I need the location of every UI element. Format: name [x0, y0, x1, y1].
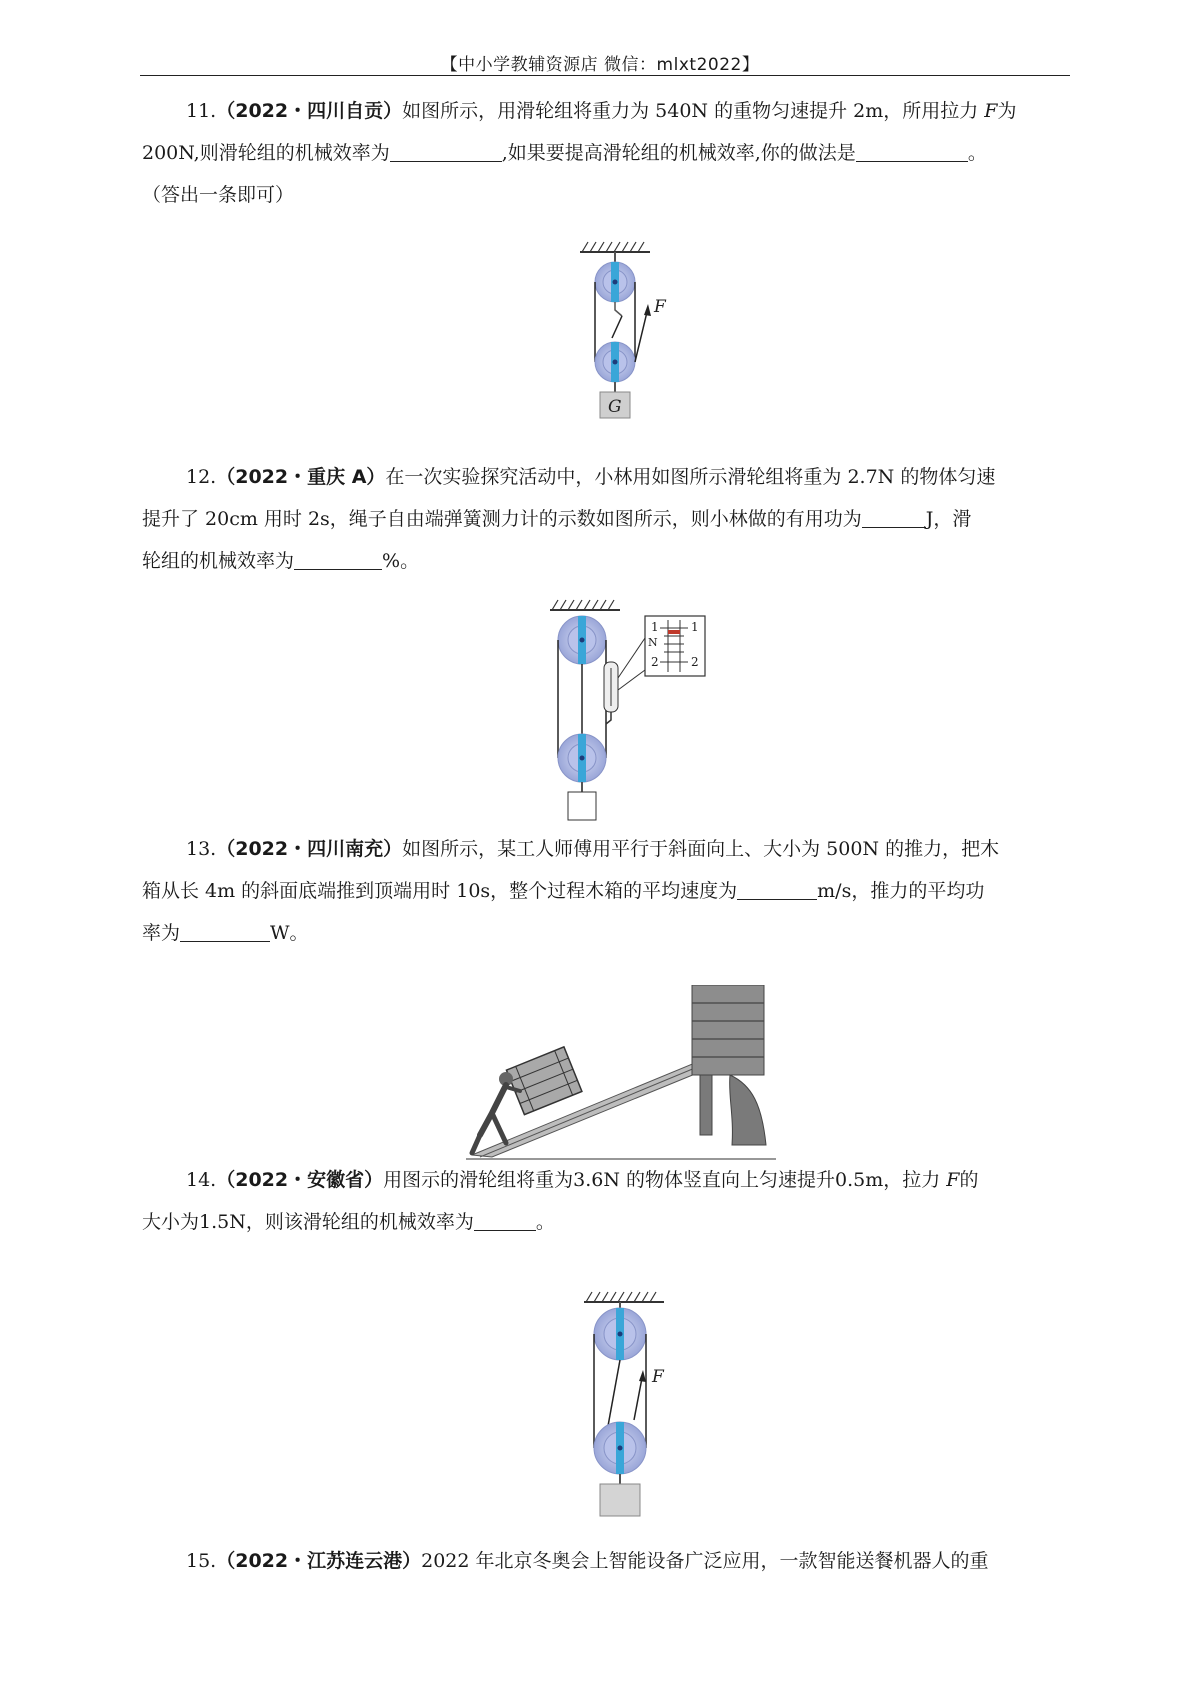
q11-blank-efficiency[interactable]	[390, 139, 502, 162]
q12-tick-top-right: 1	[691, 620, 699, 634]
question-12	[142, 456, 1068, 582]
q13-source: （2022・四川南充）	[216, 838, 403, 860]
q14-text-1a: 用图示的滑轮组将重为	[383, 1169, 574, 1191]
q14-number: 14.	[186, 1169, 217, 1191]
q11-text-2a: 200N,则滑轮组的机械效率为	[142, 142, 390, 164]
q12-tick-top-left: 1	[651, 620, 659, 634]
q14-height-value: 0.5m	[835, 1169, 884, 1191]
ceiling-hatch	[582, 242, 644, 252]
q14-text-1c: ，拉力	[883, 1169, 947, 1191]
q12-text-3b: %。	[382, 550, 420, 572]
q13-text-1: 如图所示，某工人师傅用平行于斜面向上、大小为 500N 的推力，把木	[402, 838, 1000, 860]
q13-incline-figure	[462, 985, 780, 1165]
q12-source: （2022・重庆 A）	[216, 466, 386, 488]
tall-shelf	[692, 985, 766, 1145]
q14-text-1d: 的	[959, 1169, 979, 1191]
q11-text-2c: 。	[967, 142, 987, 164]
q14-text-2a: 大小为	[142, 1211, 200, 1233]
pull-rope	[634, 1378, 642, 1420]
q11-weight-label: G	[608, 397, 622, 417]
q12-pulley-figure	[540, 598, 720, 823]
q13-blank-speed[interactable]	[737, 877, 817, 900]
q15-source: （2022・江苏连云港）	[216, 1550, 422, 1572]
q11-text-2b: ,如果要提高滑轮组的机械效率,你的做法是	[501, 142, 856, 164]
q14-force-value: 1.5N	[199, 1211, 246, 1233]
weight-block	[600, 1484, 640, 1516]
question-13	[142, 828, 1068, 954]
q12-blank-efficiency[interactable]	[294, 547, 382, 570]
q12-text-1: 在一次实验探究活动中，小林用如图所示滑轮组将重为 2.7N 的物体匀速	[385, 466, 996, 488]
q12-tick-bottom-left: 2	[651, 655, 659, 669]
q14-force-label: F	[652, 1367, 664, 1387]
q14-weight-value: 3.6N	[573, 1169, 620, 1191]
q13-text-2b: m/s，推力的平均功	[817, 880, 985, 902]
q11-force-symbol: F	[984, 100, 998, 122]
page-header: 【中小学教辅资源店 微信：mlxt2022】	[440, 55, 760, 75]
force-arrow	[644, 304, 651, 316]
q13-text-3b: W。	[270, 922, 309, 944]
q14-force-symbol: F	[946, 1169, 960, 1191]
q12-unit-label: N	[648, 636, 658, 649]
q14-blank-efficiency[interactable]	[474, 1208, 536, 1231]
question-11	[142, 90, 1068, 216]
q12-text-3a: 轮组的机械效率为	[142, 550, 295, 572]
q11-source: （2022・四川自贡）	[216, 100, 403, 122]
q15-number: 15.	[186, 1550, 217, 1572]
movable-pulley	[595, 342, 635, 382]
q11-text-1b: 为	[997, 100, 1017, 122]
q11-text-3: （答出一条即可）	[142, 184, 295, 206]
movable-pulley	[558, 734, 606, 782]
q12-tick-bottom-right: 2	[691, 655, 699, 669]
q14-pulley-figure	[564, 1290, 694, 1520]
question-14	[142, 1159, 1068, 1243]
q11-text-1: 如图所示，用滑轮组将重力为 540N 的重物匀速提升 2m，所用拉力	[402, 100, 985, 122]
force-arrow	[639, 1370, 646, 1382]
q12-text-2b: J，滑	[925, 508, 972, 530]
q13-blank-power[interactable]	[180, 919, 270, 942]
q11-blank-method[interactable]	[856, 139, 968, 162]
q14-text-2c: 。	[535, 1211, 555, 1233]
fixed-pulley	[558, 616, 606, 664]
wooden-crate	[506, 1047, 581, 1115]
q13-text-2a: 箱从长 4m 的斜面底端推到顶端用时 10s，整个过程木箱的平均速度为	[142, 880, 738, 902]
fixed-pulley	[594, 1308, 646, 1360]
q14-text-1b: 的物体竖直向上匀速提升	[619, 1169, 836, 1191]
q11-number: 11.	[186, 100, 217, 122]
scale-pointer	[668, 630, 680, 634]
q12-text-2a: 提升了 20cm 用时 2s，绳子自由端弹簧测力计的示数如图所示，则小林做的有用功为	[142, 508, 862, 530]
pull-rope	[635, 312, 647, 362]
q14-source: （2022・安徽省）	[216, 1169, 384, 1191]
movable-pulley	[594, 1422, 646, 1474]
q11-force-label: F	[654, 297, 666, 317]
q14-text-2b: ，则该滑轮组的机械效率为	[245, 1211, 474, 1233]
header-divider	[140, 75, 1070, 76]
q12-number: 12.	[186, 466, 217, 488]
fixed-pulley	[595, 262, 635, 302]
q13-number: 13.	[186, 838, 217, 860]
question-15	[142, 1540, 1068, 1582]
weight-block	[568, 792, 596, 820]
q11-pulley-figure	[560, 240, 690, 440]
q15-text-1: 2022 年北京冬奥会上智能设备广泛应用，一款智能送餐机器人的重	[421, 1550, 989, 1572]
q13-text-3a: 率为	[142, 922, 181, 944]
q12-blank-work[interactable]	[862, 505, 926, 528]
